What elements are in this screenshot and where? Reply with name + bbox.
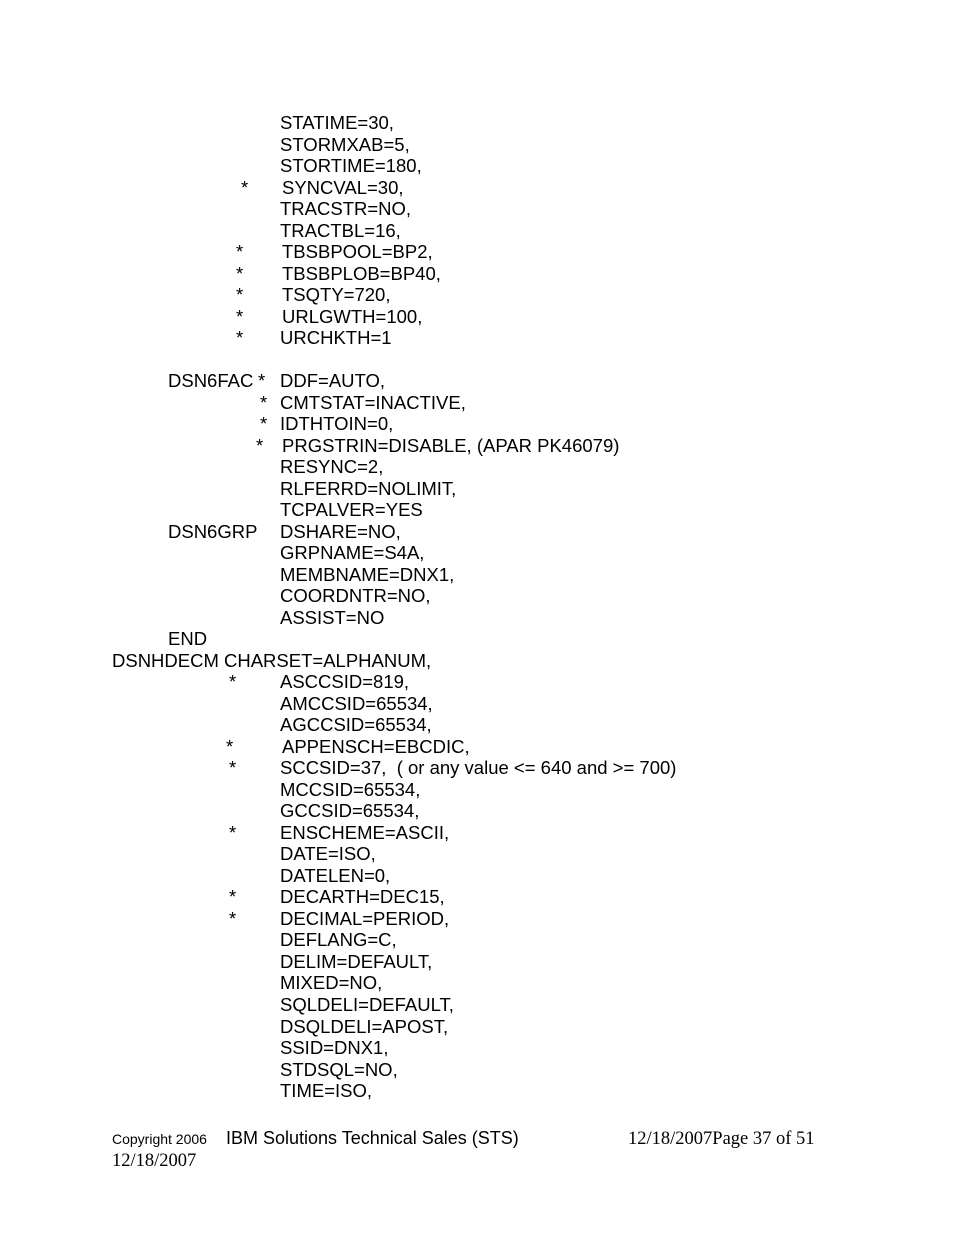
parameter-text: ENSCHEME=ASCII, (280, 822, 450, 843)
footer-org: IBM Solutions Technical Sales (STS) (226, 1128, 519, 1148)
parameter-text: DSHARE=NO, (280, 521, 401, 542)
parameter-text: CHARSET=ALPHANUM, (224, 650, 432, 671)
parameter-text: DEFLANG=C, (280, 929, 397, 950)
config-line (0, 499, 954, 521)
asterisk-marker: * (260, 413, 268, 434)
parameter-text: TBSBPLOB=BP40, (282, 263, 441, 284)
parameter-text: TSQTY=720, (282, 284, 391, 305)
parameter-text: DATE=ISO, (280, 843, 376, 864)
parameter-text: ASCCSID=819, (280, 671, 410, 692)
parameter-text: DECIMAL=PERIOD, (280, 908, 450, 929)
asterisk-marker: * (229, 822, 237, 843)
config-line (0, 392, 954, 414)
config-line (0, 1016, 954, 1038)
parameter-text: TBSBPOOL=BP2, (282, 241, 433, 262)
parameter-text: SSID=DNX1, (280, 1037, 389, 1058)
asterisk-marker: * (236, 327, 244, 348)
parameter-text: MIXED=NO, (280, 972, 383, 993)
asterisk-marker: * (229, 908, 237, 929)
parameter-text: COORDNTR=NO, (280, 585, 431, 606)
footer-copyright: Copyright 2006 (112, 1131, 207, 1147)
parameter-text: CMTSTAT=INACTIVE, (280, 392, 466, 413)
config-line (0, 779, 954, 801)
asterisk-marker: * (236, 241, 244, 262)
config-line (0, 435, 954, 457)
config-line (0, 1037, 954, 1059)
config-line (0, 994, 954, 1016)
asterisk-marker: * (229, 671, 237, 692)
config-line (0, 370, 954, 392)
config-line (0, 327, 954, 349)
config-line (0, 478, 954, 500)
config-line (0, 585, 954, 607)
config-line (0, 521, 954, 543)
config-line (0, 542, 954, 564)
parameter-text: MEMBNAME=DNX1, (280, 564, 455, 585)
config-line (0, 284, 954, 306)
parameter-text: GRPNAME=S4A, (280, 542, 425, 563)
parameter-text: GCCSID=65534, (280, 800, 420, 821)
config-line (0, 951, 954, 973)
footer-date: 12/18/2007 (112, 1151, 197, 1171)
config-line (0, 822, 954, 844)
parameter-text: DATELEN=0, (280, 865, 391, 886)
parameter-text: TIME=ISO, (280, 1080, 373, 1101)
config-line (0, 220, 954, 242)
asterisk-marker: * (229, 886, 237, 907)
config-line (0, 671, 954, 693)
parameter-text: URCHKTH=1 (280, 327, 392, 348)
parameter-text: RESYNC=2, (280, 456, 384, 477)
parameter-text: MCCSID=65534, (280, 779, 421, 800)
parameter-text: DSQLDELI=APOST, (280, 1016, 449, 1037)
asterisk-marker: * (226, 736, 234, 757)
parameter-text: URLGWTH=100, (282, 306, 423, 327)
parameter-text: TCPALVER=YES (280, 499, 423, 520)
config-line (0, 1059, 954, 1081)
macro-label: END (168, 628, 208, 649)
parameter-text: STDSQL=NO, (280, 1059, 398, 1080)
parameter-text: AMCCSID=65534, (280, 693, 433, 714)
parameter-text: ASSIST=NO (280, 607, 385, 628)
config-line (0, 886, 954, 908)
macro-label: DSN6FAC (168, 370, 254, 391)
config-line (0, 908, 954, 930)
config-line (0, 865, 954, 887)
config-line (0, 843, 954, 865)
parameter-text: AGCCSID=65534, (280, 714, 432, 735)
asterisk-marker: * (236, 306, 244, 327)
parameter-text: SQLDELI=DEFAULT, (280, 994, 454, 1015)
config-line (0, 456, 954, 478)
config-line (0, 413, 954, 435)
asterisk-marker: * (260, 392, 268, 413)
config-line (0, 693, 954, 715)
parameter-text: IDTHTOIN=0, (280, 413, 394, 434)
parameter-text: SYNCVAL=30, (282, 177, 404, 198)
config-line (0, 198, 954, 220)
config-line (0, 972, 954, 994)
macro-label: DSN6GRP (168, 521, 258, 542)
parameter-text: APPENSCH=EBCDIC, (282, 736, 470, 757)
config-line (0, 155, 954, 177)
config-line (0, 241, 954, 263)
config-line (0, 1080, 954, 1102)
macro-label: DSNHDECM (112, 650, 219, 671)
parameter-text: PRGSTRIN=DISABLE, (APAR PK46079) (282, 435, 620, 456)
asterisk-marker: * (258, 370, 266, 391)
config-line (0, 628, 954, 650)
config-line (0, 306, 954, 328)
parameter-text: DELIM=DEFAULT, (280, 951, 433, 972)
config-line (0, 134, 954, 156)
asterisk-marker: * (236, 284, 244, 305)
config-line (0, 177, 954, 199)
config-line (0, 714, 954, 736)
parameter-text: STORTIME=180, (280, 155, 422, 176)
parameter-text: TRACTBL=16, (280, 220, 401, 241)
asterisk-marker: * (241, 177, 249, 198)
asterisk-marker: * (256, 435, 264, 456)
parameter-text: STATIME=30, (280, 112, 394, 133)
config-line (0, 607, 954, 629)
parameter-text: SCCSID=37, ( or any value <= 640 and >= 700) (280, 757, 677, 778)
parameter-text: DDF=AUTO, (280, 370, 386, 391)
asterisk-marker: * (229, 757, 237, 778)
parameter-text: DECARTH=DEC15, (280, 886, 445, 907)
parameter-text: TRACSTR=NO, (280, 198, 412, 219)
config-line (0, 650, 954, 672)
config-line (0, 564, 954, 586)
config-line (0, 112, 954, 134)
config-line (0, 263, 954, 285)
asterisk-marker: * (236, 263, 244, 284)
config-line (0, 736, 954, 758)
parameter-text: STORMXAB=5, (280, 134, 410, 155)
config-line (0, 757, 954, 779)
parameter-text: RLFERRD=NOLIMIT, (280, 478, 457, 499)
config-line (0, 929, 954, 951)
footer-date-page: 12/18/2007Page 37 of 51 (628, 1129, 815, 1149)
config-line (0, 800, 954, 822)
